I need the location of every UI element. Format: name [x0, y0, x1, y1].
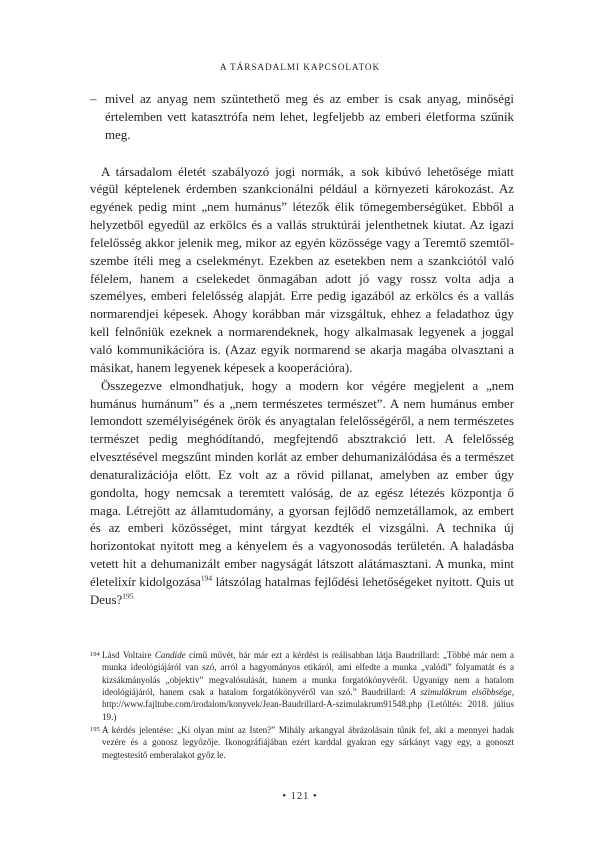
footnote-text: A kérdés jelentése: „Ki olyan mint az Isten?” Mihály arkangyal ábrázolásain tűnik fel, aki a mennyei hadak vezére és a gonosz legyőzője. Ikonográfiájában ezért karddal gyakran egy sárkányt vagy egy, a gonoszt megtestesítő emberalakot győz le. — [102, 725, 514, 760]
footnote-text: című művét, bár már ezt a kérdést is reálisabban látja Baudrillard: „Többé már nem a munka ideológiájáról van szó, arról a hagyományos etikáról, ami elfedte a munka „valódi” folyamatát és a kizsákmányolás „objektív” megvalósulását, hanem a munka forgatókönyvéről. Ugyanígy nem a hatalom ideológiájáról, hanem csak a hatalom forgatókönyvéről van szó.” Baudrillard: — [102, 650, 514, 698]
page-number: • 121 • — [282, 791, 318, 802]
footnote-number: 194 — [90, 651, 100, 658]
footnote — [90, 724, 514, 761]
paragraph-text: A társadalom életét szabályozó jogi normák, a sok kibúvó lehetősége miatt végül képtelenek érdemben szankcionálni például a környezeti károkozást. Az egyének pedig mint „nem humánus” létezők élik tömegemberségüket. Ebből a helyzetből egyedül az erkölcs és a vallás struktúrái jelenthetnek kiutat. Az igazi felelősség akkor jelenik meg, mikor az egyén közössége vagy a Teremtő szemtől-szembe ítéli meg a cselekményt. Ezekben az esetekben nem a szankciótól való félelem, hanem a cselekedet önmagában adott jó vagy rossz volta adja a személyes, emberi felelősség alapját. Erre pedig igazából az erkölcs és a vallás normarendjei képesek. Ahogy korábban már vizsgáltuk, ehhez a feladathoz úgy kell felnőniük ezeknek a normarendeknek, hogy alkalmasak legyenek a joggal való kommunikációra is. (Azaz egyik normarend se akarja magába olvasztani a másikat, hanem legyenek képesek a kooperációra). — [90, 164, 514, 375]
dash-list-item — [90, 91, 514, 145]
footnote — [90, 649, 514, 723]
footnote-link[interactable]: , http://www.fajltube.com/irodalom/konyvek/Jean-Baudrillard-A-szimulakrum91548.php (Letöltés: 2018. július 19.) — [102, 687, 514, 722]
dash-item-text: mivel az anyag nem szüntethető meg és az ember is csak anyag, minőségi értelemben vett katasztrófa nem lehet, legfeljebb az emberi életforma szűnik meg. — [105, 92, 514, 142]
main-text — [90, 91, 514, 610]
footnotes — [90, 649, 514, 762]
footnote-ref-195[interactable]: 195 — [122, 591, 134, 601]
running-head: A TÁRSADALMI KAPCSOLATOK — [219, 63, 381, 73]
dash-mark: – — [90, 92, 97, 106]
paragraph-tail: látszólag hatalmas fejlődési lehetőségeket nyitott. Quis ut Deus? — [90, 574, 514, 607]
footnote-text: Lásd Voltaire — [102, 650, 155, 660]
footnote-number: 195 — [90, 726, 100, 734]
footnote-ref-194[interactable]: 194 — [200, 573, 213, 583]
footnote-italic: Candide — [154, 650, 186, 660]
paragraph — [90, 378, 514, 610]
footnote-italic: A szimulákrum elsőbbsége — [410, 687, 512, 698]
paragraph — [90, 164, 514, 378]
paragraph-text: Összegezve elmondhatjuk, hogy a modern kor végére megjelent a „nem humánus humánum” és a „nem természetes természet”. A nem humánus ember lemondott személyiségének örök és anyagtalan felelősségéről, a nem természetes természet pedig meghódítandó, megfejtendő absztrakció lett. A felelősség elvesztésével megszűnt minden korlát az ember dehumanizálódása és a természet denaturalizációja előtt. Ez volt az a rövid pillanat, amelyben az ember úgy gondolta, hogy nemcsak a teremtett valóság, de az egész létezés központja ő maga. Létrejött az államtudomány, a gyorsan fejlődő nemzetállamok, az embert és az emberi közösséget, mint tárgyat kezdték el vizsgálni. A technika új horizontokat nyitott meg a kényelem és a vagyonosodás területén. A haladásba vetett hit a dehumanizált ember nagyságát látszott alátámasztani. A munka, mint életelixír kidolgozása — [90, 378, 514, 589]
